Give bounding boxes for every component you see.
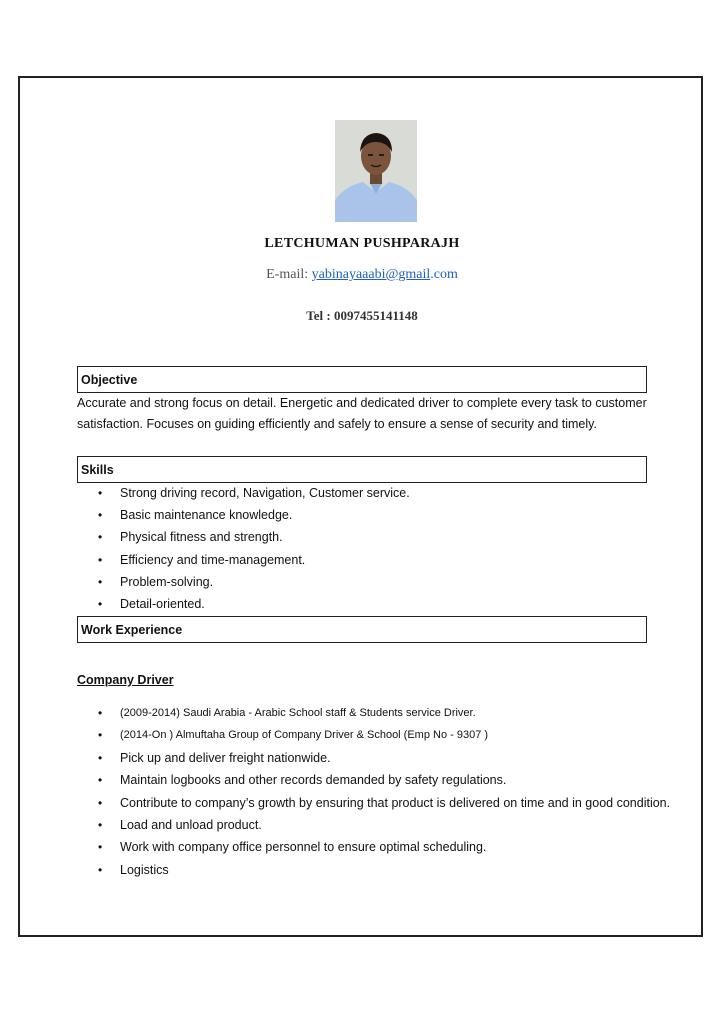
list-item-text: Logistics: [120, 862, 169, 877]
list-item: [77, 815, 677, 835]
list-item-text: Strong driving record, Navigation, Customer service.: [120, 486, 410, 500]
objective-heading: Objective: [77, 366, 647, 393]
list-item-text: Work with company office personnel to ensure optimal scheduling.: [120, 840, 487, 855]
list-item-text: Contribute to company’s growth by ensuring that product is delivered on time and in good condition.: [120, 795, 671, 810]
bullet-icon: •: [98, 486, 103, 500]
candidate-name: LETCHUMAN PUSHPARAJH: [264, 236, 460, 251]
list-item: [77, 837, 677, 857]
job-title: Company Driver: [77, 673, 174, 687]
email-suffix[interactable]: .com: [430, 267, 458, 282]
list-item-text: (2009-2014) Saudi Arabia - Arabic School staff & Students service Driver.: [120, 707, 476, 719]
list-item: [77, 725, 677, 745]
list-item-text: Physical fitness and strength.: [120, 530, 283, 545]
list-item: [77, 527, 410, 549]
list-item: [77, 860, 677, 880]
telephone: Tel : 0097455141148: [306, 308, 418, 323]
bullet-icon: •: [98, 530, 103, 545]
list-item: [77, 770, 677, 790]
bullet-icon: •: [98, 508, 103, 523]
bullet-icon: •: [98, 596, 103, 611]
list-item: [77, 505, 410, 527]
email-label: E-mail:: [266, 267, 309, 282]
bullet-icon: •: [98, 817, 103, 832]
list-item: [77, 703, 677, 723]
list-item: [77, 572, 410, 594]
email-user[interactable]: yabinayaaabi@gmail: [311, 267, 431, 282]
bullet-icon: •: [98, 574, 103, 589]
list-item-text: Maintain logbooks and other records demanded by safety regulations.: [120, 773, 507, 788]
list-item-text: Load and unload product.: [120, 817, 262, 832]
skills-list: [77, 483, 410, 616]
bullet-icon: •: [98, 773, 103, 788]
list-item: [77, 748, 677, 768]
list-item: [77, 483, 410, 505]
skills-heading: Skills: [77, 456, 647, 483]
bullet-icon: •: [98, 840, 103, 855]
email-link[interactable]: [312, 267, 458, 282]
list-item: [77, 550, 410, 572]
list-item: [77, 793, 677, 813]
portrait-image: [335, 120, 417, 222]
bullet-icon: •: [98, 750, 103, 765]
experience-list: [77, 703, 677, 882]
list-item-text: Efficiency and time-management.: [120, 552, 306, 567]
list-item: [77, 594, 410, 616]
bullet-icon: •: [98, 795, 103, 810]
list-item-text: Detail-oriented.: [120, 596, 205, 611]
bullet-icon: •: [98, 706, 103, 720]
list-item-text: Basic maintenance knowledge.: [120, 508, 293, 523]
list-item-text: Problem-solving.: [120, 574, 214, 589]
list-item-text: (2014-On ) Almuftaha Group of Company Driver & School (Emp No - 9307 ): [120, 729, 489, 742]
bullet-icon: •: [98, 862, 103, 877]
work-experience-heading: Work Experience: [77, 616, 647, 643]
bullet-icon: •: [98, 552, 103, 567]
email-line: [0, 267, 724, 283]
objective-text: Accurate and strong focus on detail. Energetic and dedicated driver to complete every task to customer satisfaction. Focuses on guiding efficiently and safely to ensure a sense of security and timely.: [77, 396, 647, 431]
list-item-text: Pick up and deliver freight nationwide.: [120, 750, 331, 765]
profile-photo: [335, 120, 417, 222]
bullet-icon: •: [98, 728, 103, 743]
